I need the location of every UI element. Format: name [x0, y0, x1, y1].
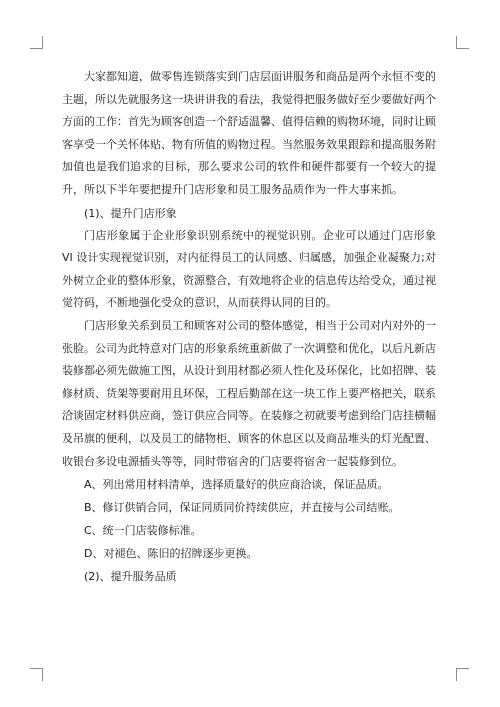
intro-paragraph: 大家都知道，做零售连锁落实到门店层面讲服务和商品是两个永恒不变的主题，所以先就服务这一块讲讲我的看法，我觉得把服务做好至少要做好两个方面的工作：首先为顾客创造一个舒适温馨、值得信赖的购物环境，同时让顾客享受一个关怀体贴、物有所值的购物过程。当然服务效果跟踪和提高服务附加值也是我们追求的目标，那么要求公司的软件和硬件都要有一个较大的提升，所以下半年要把提升门店形象和员工服务品质作为一件大事来抓。 [62, 70, 436, 196]
store-renovation-paragraph: 门店形象关系到员工和顾客对公司的整体感觉，相当于公司对内对外的一张脸。公司为此特意对门店的形象系统重新做了一次调整和优化，以后凡新店装修都必须先做施工图，从设计到用材都必须人性化及环保化，比如招牌、装修材质、货架等要耐用且环保，工程后勤部在这一块工作上要严格把关，联系洽谈固定材料供应商，签订供应合同等。在装修之初就要考虑到给门店挂横幅及吊旗的便利，以及员工的储物柜、顾客的休息区以及商品堆头的灯光配置、收银台多设电源插头等等，同时带宿舍的门店要将宿舍一起装修到位。 [62, 318, 436, 468]
list-item-a: A、列出常用材料清单，选择质量好的供应商洽谈，保证品质。 [84, 478, 389, 492]
crop-mark-top-right [456, 36, 469, 49]
list-item-b: B、修订供销合同，保证同质同价持续供应，并直接与公司结账。 [84, 501, 400, 515]
list-item-c: C、统一门店装修标准。 [84, 524, 202, 538]
list-item-d: D、对褪色、陈旧的招牌逐步更换。 [84, 547, 258, 561]
crop-mark-bottom-right [456, 668, 469, 681]
section-heading-store-image: (1)、提升门店形象 [84, 206, 177, 220]
crop-mark-top-left [30, 36, 43, 49]
crop-mark-bottom-left [30, 668, 43, 681]
section-heading-service-quality: (2)、提升服务品质 [84, 570, 177, 584]
store-image-paragraph: 门店形象属于企业形象识别系统中的视觉识别。企业可以通过门店形象 VI 设计实现视觉识别，对内征得员工的认同感、归属感，加强企业凝聚力;对外树立企业的整体形象，资源整合，有效地将企业的信息传达给受众，通过视觉符码，不断地强化受众的意识，从而获得认同的目的。 [62, 228, 436, 310]
document-body [62, 66, 436, 588]
